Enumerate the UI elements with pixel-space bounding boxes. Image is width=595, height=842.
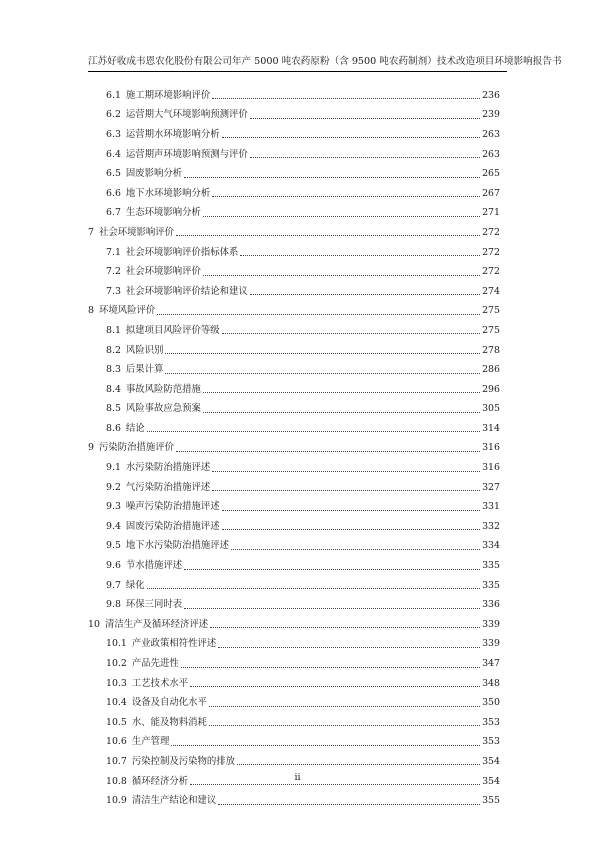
toc-entry-page: 355: [482, 795, 500, 807]
toc-entry-title: 运营期大气环境影响预测评价: [125, 109, 248, 121]
toc-dot-leader: [157, 314, 480, 315]
toc-entry-number: 6.4: [106, 148, 121, 160]
toc-dot-leader: [212, 98, 480, 99]
toc-entry[interactable]: [88, 791, 500, 811]
toc-entry[interactable]: [88, 713, 500, 733]
toc-entry-number: 10.5: [106, 716, 127, 728]
toc-dot-leader: [176, 451, 480, 452]
toc-entry-number: 9.6: [106, 560, 121, 572]
toc-entry-page: 305: [482, 403, 500, 415]
toc-entry-number: 9.1: [106, 462, 121, 474]
toc-dot-leader: [222, 529, 480, 530]
toc-dot-leader: [184, 569, 480, 570]
toc-entry-page: 353: [482, 736, 500, 748]
toc-entry-number: 6.1: [106, 89, 121, 101]
toc-dot-leader: [181, 667, 480, 668]
toc-dot-leader: [222, 137, 480, 138]
toc-entry[interactable]: [88, 478, 500, 498]
toc-entry[interactable]: [88, 693, 500, 713]
toc-entry[interactable]: [88, 654, 500, 674]
toc-entry-title: 设备及自动化水平: [131, 697, 207, 709]
toc-entry[interactable]: [88, 517, 500, 537]
toc-entry-title: 后果计算: [125, 364, 164, 376]
toc-entry-title: 固废影响分析: [125, 168, 183, 180]
toc-entry-number: 9.2: [106, 481, 121, 493]
toc-entry-number: 10: [88, 618, 100, 630]
toc-entry-page: 339: [482, 618, 500, 630]
toc-dot-leader: [203, 392, 480, 393]
toc-dot-leader: [176, 235, 480, 236]
toc-entry-number: 10.2: [106, 658, 127, 670]
page-number: ii: [294, 772, 301, 783]
toc-entry[interactable]: [88, 86, 500, 106]
toc-dot-leader: [237, 764, 480, 765]
toc-entry-page: 274: [482, 285, 500, 297]
toc-dot-leader: [184, 608, 480, 609]
toc-entry[interactable]: [88, 615, 500, 635]
toc-entry-number: 10.3: [106, 677, 127, 689]
toc-entry-page: 339: [482, 638, 500, 650]
toc-entry[interactable]: [88, 733, 500, 753]
table-of-contents: [88, 86, 500, 811]
toc-entry-title: 生态环境影响分析: [125, 207, 201, 219]
toc-entry-page: 263: [482, 148, 500, 160]
toc-entry-page: 331: [482, 501, 500, 513]
toc-dot-leader: [210, 627, 480, 628]
toc-dot-leader: [222, 510, 480, 511]
toc-entry-page: 296: [482, 383, 500, 395]
toc-entry[interactable]: [88, 635, 500, 655]
toc-entry-title: 风险识别: [125, 344, 164, 356]
toc-entry-title: 环境风险评价: [98, 305, 156, 317]
toc-entry-title: 工艺技术水平: [131, 677, 189, 689]
toc-entry-page: 348: [482, 677, 500, 689]
toc-entry-number: 9: [88, 442, 94, 454]
toc-entry-number: 7: [88, 226, 94, 238]
toc-dot-leader: [147, 431, 480, 432]
toc-entry-page: 286: [482, 364, 500, 376]
toc-entry-number: 6.2: [106, 109, 121, 121]
toc-entry[interactable]: [88, 321, 500, 341]
toc-dot-leader: [203, 216, 480, 217]
toc-entry-title: 社会环境影响评价: [125, 266, 201, 278]
toc-entry-title: 风险事故应急预案: [125, 403, 201, 415]
toc-entry-page: 347: [482, 658, 500, 670]
toc-dot-leader: [171, 745, 480, 746]
toc-entry-number: 10.9: [106, 795, 127, 807]
toc-dot-leader: [209, 725, 480, 726]
toc-entry-title: 水污染防治措施评述: [125, 462, 211, 474]
toc-entry[interactable]: [88, 262, 500, 282]
toc-entry-page: 272: [482, 226, 500, 238]
toc-dot-leader: [209, 706, 480, 707]
toc-entry-title: 运营期声环境影响预测与评价: [125, 148, 248, 160]
toc-entry-number: 9.4: [106, 520, 121, 532]
toc-entry-number: 9.3: [106, 501, 121, 513]
toc-entry-number: 9.5: [106, 540, 121, 552]
toc-entry-number: 8.1: [106, 324, 121, 336]
toc-entry[interactable]: [88, 106, 500, 126]
toc-entry-title: 地下水污染防治措施评述: [125, 540, 230, 552]
toc-entry-number: 10.7: [106, 755, 127, 767]
toc-entry-page: 278: [482, 344, 500, 356]
toc-entry-page: 354: [482, 775, 500, 787]
toc-entry-number: 10.1: [106, 638, 127, 650]
toc-entry-page: 350: [482, 697, 500, 709]
toc-entry[interactable]: [88, 674, 500, 694]
toc-entry-title: 循环经济分析: [131, 775, 189, 787]
toc-entry-number: 6.7: [106, 207, 121, 219]
toc-entry-number: 9.7: [106, 579, 121, 591]
toc-entry-title: 结论: [125, 422, 145, 434]
toc-entry[interactable]: [88, 497, 500, 517]
toc-entry[interactable]: [88, 439, 500, 459]
toc-dot-leader: [222, 333, 480, 334]
toc-dot-leader: [165, 353, 480, 354]
toc-dot-leader: [240, 255, 480, 256]
toc-entry[interactable]: [88, 380, 500, 400]
toc-entry[interactable]: [88, 125, 500, 145]
toc-entry-page: 271: [482, 207, 500, 219]
toc-entry-title: 拟建项目风险评价等级: [125, 324, 220, 336]
toc-dot-leader: [250, 157, 480, 158]
toc-entry-number: 6.6: [106, 187, 121, 199]
toc-entry-number: 7.1: [106, 246, 121, 258]
toc-entry-number: 9.8: [106, 599, 121, 611]
toc-entry-page: 316: [482, 462, 500, 474]
toc-entry-page: 267: [482, 187, 500, 199]
toc-entry-page: 275: [482, 324, 500, 336]
toc-entry-number: 6.5: [106, 168, 121, 180]
toc-entry[interactable]: [88, 360, 500, 380]
toc-entry-page: 314: [482, 422, 500, 434]
toc-entry[interactable]: [88, 458, 500, 478]
toc-entry[interactable]: [88, 145, 500, 165]
toc-dot-leader: [190, 784, 480, 785]
toc-entry-title: 地下水环境影响分析: [125, 187, 211, 199]
running-header: 江苏好收成韦恩农化股份有限公司年产 5000 吨农药原粉（含 9500 吨农药制剂）技术改造项目环境影响报告书: [88, 56, 562, 67]
toc-entry-title: 清洁生产及循环经济评述: [104, 618, 209, 630]
toc-entry-page: 353: [482, 716, 500, 728]
toc-entry-page: 316: [482, 442, 500, 454]
toc-dot-leader: [231, 549, 480, 550]
toc-dot-leader: [218, 647, 480, 648]
toc-entry-page: 336: [482, 599, 500, 611]
toc-entry-number: 8.2: [106, 344, 121, 356]
toc-entry-title: 水、能及物料消耗: [131, 716, 207, 728]
toc-dot-leader: [212, 471, 480, 472]
toc-entry-page: 239: [482, 109, 500, 121]
toc-dot-leader: [165, 373, 480, 374]
toc-entry-page: 335: [482, 579, 500, 591]
toc-dot-leader: [190, 686, 480, 687]
toc-entry-page: 272: [482, 266, 500, 278]
toc-entry-page: 275: [482, 305, 500, 317]
header-rule: [88, 71, 507, 72]
toc-entry-title: 固废污染防治措施评述: [125, 520, 220, 532]
toc-entry-title: 节水措施评述: [125, 560, 183, 572]
toc-entry-title: 气污染防治措施评述: [125, 481, 211, 493]
toc-entry-page: 332: [482, 520, 500, 532]
toc-entry[interactable]: [88, 419, 500, 439]
toc-entry[interactable]: [88, 576, 500, 596]
toc-entry-number: 8.4: [106, 383, 121, 395]
toc-dot-leader: [203, 412, 480, 413]
toc-entry[interactable]: [88, 537, 500, 557]
toc-dot-leader: [250, 118, 480, 119]
toc-entry-page: 265: [482, 168, 500, 180]
toc-entry-page: 263: [482, 128, 500, 140]
toc-entry-title: 产业政策相符性评述: [131, 638, 217, 650]
toc-entry-title: 环保三同时表: [125, 599, 183, 611]
toc-dot-leader: [212, 196, 480, 197]
toc-dot-leader: [212, 490, 480, 491]
toc-entry[interactable]: [88, 595, 500, 615]
toc-entry[interactable]: [88, 752, 500, 772]
toc-entry-title: 污染控制及污染物的排放: [131, 755, 236, 767]
toc-entry-number: 8.3: [106, 364, 121, 376]
toc-entry[interactable]: [88, 223, 500, 243]
toc-entry[interactable]: [88, 341, 500, 361]
toc-entry-title: 社会环境影响评价指标体系: [125, 246, 239, 258]
toc-entry-title: 施工期环境影响评价: [125, 89, 211, 101]
toc-entry[interactable]: [88, 282, 500, 302]
toc-entry-number: 7.3: [106, 285, 121, 297]
toc-dot-leader: [218, 804, 480, 805]
toc-entry-title: 事故风险防范措施: [125, 383, 201, 395]
toc-entry-number: 6.3: [106, 128, 121, 140]
toc-entry-page: 335: [482, 560, 500, 572]
toc-entry-number: 7.2: [106, 266, 121, 278]
toc-entry-title: 运营期水环境影响分析: [125, 128, 220, 140]
toc-entry-title: 产品先进性: [131, 658, 179, 670]
toc-entry-page: 354: [482, 755, 500, 767]
toc-entry[interactable]: [88, 243, 500, 263]
toc-entry[interactable]: [88, 184, 500, 204]
toc-entry-title: 生产管理: [131, 736, 170, 748]
toc-entry-number: 8: [88, 305, 94, 317]
toc-entry-number: 10.4: [106, 697, 127, 709]
toc-entry-number: 8.6: [106, 422, 121, 434]
toc-entry-title: 清洁生产结论和建议: [131, 795, 217, 807]
toc-entry-title: 污染防治措施评价: [98, 442, 174, 454]
toc-entry-title: 噪声污染防治措施评述: [125, 501, 220, 513]
toc-dot-leader: [184, 177, 480, 178]
toc-entry[interactable]: [88, 204, 500, 224]
toc-entry[interactable]: [88, 400, 500, 420]
toc-entry-page: 334: [482, 540, 500, 552]
toc-dot-leader: [147, 588, 480, 589]
toc-entry-title: 社会环境影响评价: [98, 226, 174, 238]
toc-entry-title: 绿化: [125, 579, 145, 591]
toc-entry-number: 8.5: [106, 403, 121, 415]
toc-entry-number: 10.8: [106, 775, 127, 787]
toc-dot-leader: [250, 294, 480, 295]
toc-dot-leader: [203, 275, 480, 276]
toc-entry-page: 236: [482, 89, 500, 101]
toc-entry[interactable]: [88, 302, 500, 322]
toc-entry-page: 272: [482, 246, 500, 258]
toc-entry[interactable]: [88, 164, 500, 184]
toc-entry-number: 10.6: [106, 736, 127, 748]
toc-entry-page: 327: [482, 481, 500, 493]
toc-entry[interactable]: [88, 556, 500, 576]
toc-entry-title: 社会环境影响评价结论和建议: [125, 285, 248, 297]
